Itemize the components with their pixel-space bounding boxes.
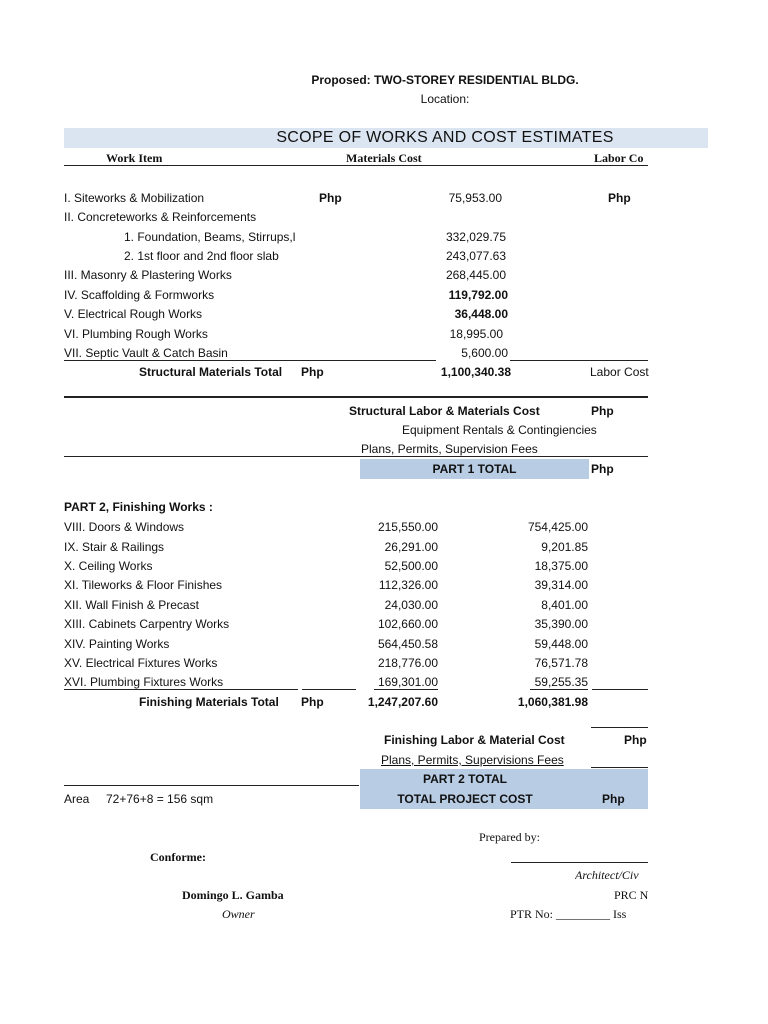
area-label: Area	[64, 792, 90, 806]
prc-label: PRC N	[614, 888, 648, 902]
col-work-item: Work Item	[106, 151, 163, 165]
item-label: XVI. Plumbing Fixtures Works	[64, 675, 224, 689]
item-label: 2. 1st floor and 2nd floor slab	[124, 249, 279, 263]
row-underline	[64, 360, 436, 361]
part2-total-label: PART 2 TOTAL	[423, 772, 507, 786]
item-materials: 5,600.00	[461, 346, 508, 360]
currency-label: Php	[301, 695, 324, 709]
signature-line	[511, 862, 648, 863]
row-underline	[592, 689, 648, 690]
architect-title: Architect/Civ	[575, 868, 639, 882]
proposed-line: Proposed: TWO-STOREY RESIDENTIAL BLDG.	[311, 73, 579, 87]
item-materials: 36,448.00	[454, 307, 508, 321]
item-labor: 59,255.35	[534, 675, 588, 689]
total-project-cost-label: TOTAL PROJECT COST	[397, 792, 533, 806]
item-label: XIII. Cabinets Carpentry Works	[64, 617, 230, 631]
part2-heading: PART 2, Finishing Works :	[64, 500, 213, 514]
ptr-label: PTR No: _________ Iss	[510, 907, 627, 921]
col-materials-cost: Materials Cost	[346, 151, 422, 165]
currency-label: Php	[591, 404, 614, 418]
item-materials: 102,660.00	[377, 617, 438, 631]
item-label: IV. Scaffolding & Formworks	[64, 288, 215, 302]
item-label: X. Ceiling Works	[64, 559, 153, 573]
currency-label: Php	[624, 733, 647, 747]
plans-permits-label: Plans, Permits, Supervision Fees	[361, 442, 538, 456]
item-label: VII. Septic Vault & Catch Basin	[64, 346, 228, 360]
item-label: I. Siteworks & Mobilization	[64, 191, 205, 205]
item-label: II. Concreteworks & Reinforcements	[64, 210, 257, 224]
item-labor: 9,201.85	[541, 540, 588, 554]
item-materials: 75,953.00	[448, 191, 502, 205]
currency-label: Php	[301, 365, 324, 379]
item-labor: 35,390.00	[534, 617, 588, 631]
equipment-rentals-label: Equipment Rentals & Contingiencies	[402, 423, 597, 437]
finishing-total-labor: 1,060,381.98	[517, 695, 588, 709]
row-underline	[591, 727, 648, 728]
item-materials: 564,450.58	[377, 637, 438, 651]
row-underline	[374, 689, 438, 690]
item-materials: 332,029.75	[445, 230, 506, 244]
location-line: Location:	[420, 92, 470, 106]
currency-label: Php	[591, 462, 614, 476]
finishing-total-materials: 1,247,207.60	[367, 695, 438, 709]
item-materials: 119,792.00	[448, 288, 508, 302]
prepared-by-label: Prepared by:	[479, 830, 540, 844]
labor-cost-label: Labor Cost	[590, 365, 649, 379]
item-materials: 112,326.00	[378, 578, 438, 592]
finishing-total-label: Finishing Materials Total	[139, 695, 279, 709]
item-materials: 215,550.00	[377, 520, 438, 534]
finishing-labor-material-label: Finishing Labor & Material Cost	[384, 733, 565, 747]
item-label: XII. Wall Finish & Precast	[64, 598, 199, 612]
row-underline	[64, 689, 298, 690]
item-label: VIII. Doors & Windows	[64, 520, 185, 534]
item-label: V. Electrical Rough Works	[64, 307, 203, 321]
item-materials: 218,776.00	[377, 656, 438, 670]
item-labor: 59,448.00	[534, 637, 588, 651]
section-divider	[64, 396, 648, 398]
item-materials: 169,301.00	[377, 675, 438, 689]
structural-labor-materials-label: Structural Labor & Materials Cost	[349, 404, 540, 418]
header-underline	[64, 165, 648, 166]
item-materials: 26,291.00	[384, 540, 438, 554]
item-materials: 18,995.00	[449, 327, 503, 341]
item-label: IX. Stair & Railings	[64, 540, 165, 554]
conforme-label: Conforme:	[150, 850, 206, 864]
row-underline	[64, 456, 648, 457]
item-labor: 754,425.00	[527, 520, 588, 534]
row-underline	[530, 689, 588, 690]
row-underline	[64, 785, 359, 786]
item-labor: 76,571.78	[534, 656, 588, 670]
area-value: 72+76+8 = 156 sqm	[106, 792, 214, 806]
owner-name: Domingo L. Gamba	[182, 888, 284, 902]
row-underline	[510, 360, 648, 361]
currency-label: Php	[319, 191, 342, 205]
plans-permits-fees-label: Plans, Permits, Supervisions Fees	[381, 753, 564, 767]
item-materials: 243,077.63	[445, 249, 506, 263]
item-label: VI. Plumbing Rough Works	[64, 327, 208, 341]
structural-total-label: Structural Materials Total	[139, 365, 283, 379]
owner-title: Owner	[222, 907, 255, 921]
item-label: XV. Electrical Fixtures Works	[64, 656, 218, 670]
item-labor: 39,314.00	[534, 578, 588, 592]
item-label: 1. Foundation, Beams, Stirrups,l	[124, 230, 296, 244]
item-materials: 52,500.00	[384, 559, 438, 573]
item-label: XI. Tileworks & Floor Finishes	[64, 578, 223, 592]
item-labor: 8,401.00	[541, 598, 588, 612]
labor-currency-label: Php	[608, 191, 631, 205]
item-materials: 268,445.00	[445, 268, 506, 282]
page-title: SCOPE OF WORKS AND COST ESTIMATES	[276, 129, 614, 146]
col-labor-cost: Labor Co	[594, 151, 644, 165]
row-underline	[302, 689, 356, 690]
part1-total-label: PART 1 TOTAL	[432, 462, 517, 476]
item-label: XIV. Painting Works	[64, 637, 170, 651]
item-labor: 18,375.00	[534, 559, 588, 573]
row-underline	[591, 767, 648, 768]
structural-total-value: 1,100,340.38	[440, 365, 511, 379]
item-label: III. Masonry & Plastering Works	[64, 268, 232, 282]
item-materials: 24,030.00	[384, 598, 438, 612]
currency-label: Php	[602, 792, 625, 806]
